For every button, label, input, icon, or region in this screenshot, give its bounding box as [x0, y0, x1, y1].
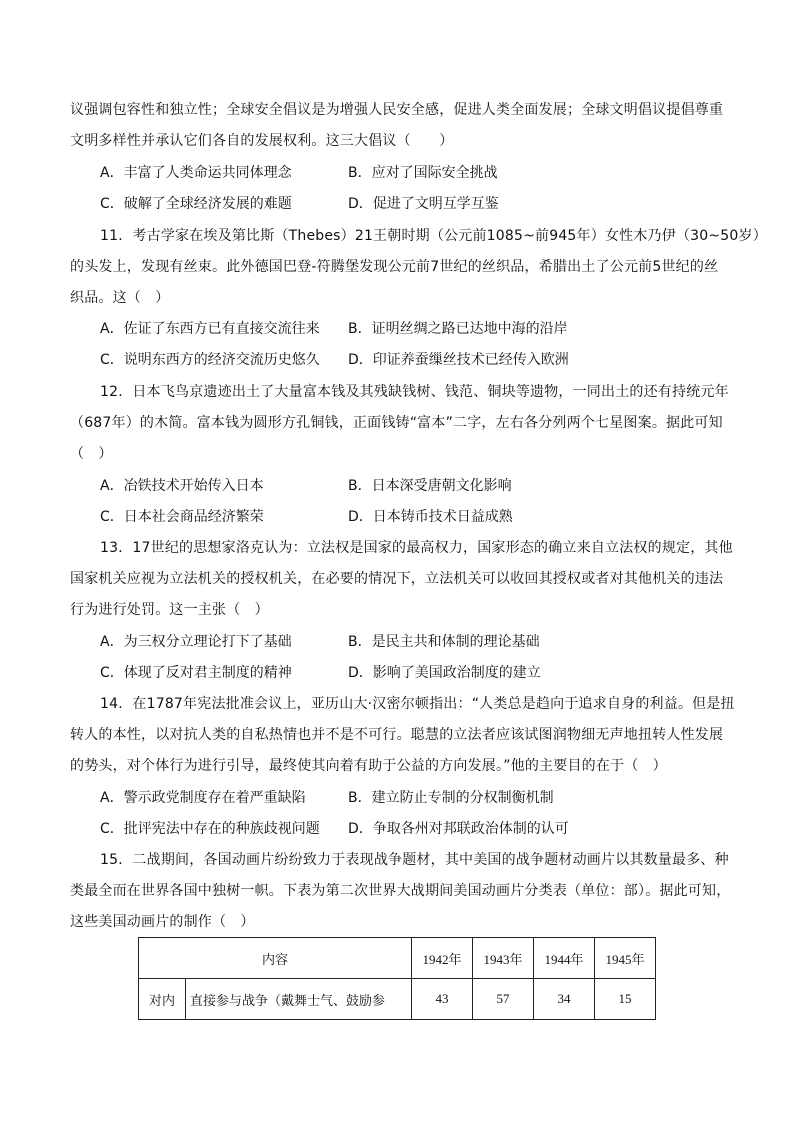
- q11-option-a: A．佐证了东西方已有直接交流往来: [100, 321, 320, 337]
- table-header-year: 1943年: [473, 938, 534, 979]
- q11-stem-line-1: 11．考古学家在埃及第比斯（Thebes）21王朝时期（公元前1085~前945年）女性木乃伊（30~50岁）: [100, 228, 767, 244]
- q13-stem-line-2: 国家机关应视为立法机关的授权机关，在必要的情况下，立法机关可以收回其授权或者对其他机关的违法: [70, 571, 724, 587]
- q12-option-d: D．日本铸币技术日益成熟: [348, 509, 513, 525]
- q11-stem-line-3: 织品。这（ ）: [70, 290, 170, 306]
- q15-stem-line-3: 这些美国动画片的制作（ ）: [70, 914, 255, 930]
- table-cell-value: 43: [412, 979, 473, 1020]
- q10-option-a: A．丰富了人类命运共同体理念: [100, 165, 292, 181]
- table-cell-value: 15: [595, 979, 656, 1020]
- intro-line-1: 议强调包容性和独立性；全球安全倡议是为增强人民安全感，促进人类全面发展；全球文明倡议提倡尊重: [70, 102, 724, 118]
- q14-stem-line-3: 的势头，对个体行为进行引导，最终使其向着有助于公益的方向发展。”他的主要目的在于（ ）: [70, 758, 667, 774]
- q12-option-c: C．日本社会商品经济繁荣: [100, 509, 264, 525]
- q13-option-b: B．是民主共和体制的理论基础: [348, 634, 540, 650]
- table-cell-value: 57: [473, 979, 534, 1020]
- q14-option-d: D．争取各州对邦联政治体制的认可: [348, 821, 569, 837]
- q11-option-b: B．证明丝绸之路已达地中海的沿岸: [348, 321, 568, 337]
- table-header-row: [139, 938, 656, 979]
- q13-option-a: A．为三权分立理论打下了基础: [100, 634, 292, 650]
- q14-option-b: B．建立防止专制的分权制衡机制: [348, 790, 554, 806]
- q13-stem-line-3: 行为进行处罚。这一主张（ ）: [70, 602, 269, 618]
- table-cell-content: 直接参与战争（戴舞士气、鼓励参: [186, 979, 412, 1020]
- table-header-year: 1944年: [534, 938, 595, 979]
- q11-option-d: D．印证养蚕缫丝技术已经传入欧洲: [348, 352, 569, 368]
- table-row: [139, 979, 656, 1020]
- q12-option-a: A．冶铁技术开始传入日本: [100, 478, 264, 494]
- table-header-content: 内容: [139, 938, 412, 979]
- cartoon-classification-table: [138, 937, 656, 1020]
- q14-stem-line-2: 转人的本性，以对抗人类的自私热情也并不是不可行。聪慧的立法者应该试图润物细无声地扭转人性发展: [70, 727, 724, 743]
- q15-stem-line-1: 15．二战期间，各国动画片纷纷致力于表现战争题材，其中美国的战争题材动画片以其数量最多、种: [100, 852, 729, 868]
- q12-stem-line-1: 12．日本飞鸟京遗迹出土了大量富本钱及其残缺钱树、钱范、铜块等遗物，一同出土的还有持统元年: [100, 384, 729, 400]
- q14-stem-line-1: 14．在1787年宪法批准会议上，亚历山大·汉密尔顿指出：“人类总是趋向于追求自身的利益。但是扭: [100, 696, 735, 712]
- table-cell-group: 对内: [139, 979, 186, 1020]
- q14-option-c: C．批评宪法中存在的种族歧视问题: [100, 821, 320, 837]
- table-header-year: 1942年: [412, 938, 473, 979]
- q13-stem-line-1: 13．17世纪的思想家洛克认为：立法权是国家的最高权力，国家形态的确立来自立法权的规定，其他: [100, 540, 733, 556]
- q13-option-d: D．影响了美国政治制度的建立: [348, 665, 541, 681]
- q11-option-c: C．说明东西方的经济交流历史悠久: [100, 352, 320, 368]
- intro-line-2: 文明多样性并承认它们各自的发展权利。这三大倡议（ ）: [70, 133, 454, 149]
- q10-option-b: B．应对了国际安全挑战: [348, 165, 498, 181]
- q13-option-c: C．体现了反对君主制度的精神: [100, 665, 292, 681]
- table-cell-value: 34: [534, 979, 595, 1020]
- table-header-year: 1945年: [595, 938, 656, 979]
- q14-option-a: A．警示政党制度存在着严重缺陷: [100, 790, 306, 806]
- q12-stem-line-3: （ ）: [70, 446, 113, 462]
- q11-stem-line-2: 的头发上，发现有丝束。此外德国巴登-符腾堡发现公元前7世纪的丝织品，希腊出土了公元前5世纪的丝: [70, 259, 719, 275]
- q10-option-c: C．破解了全球经济发展的难题: [100, 196, 292, 212]
- q15-stem-line-2: 类最全而在世界各国中独树一帜。下表为第二次世界大战期间美国动画片分类表（单位：部）。据此可知，: [70, 883, 731, 899]
- q12-stem-line-2: （687年）的木简。富本钱为圆形方孔铜钱，正面钱铸“富本”二字，左右各分列两个七星图案。据此可知: [70, 415, 723, 431]
- q12-option-b: B．日本深受唐朝文化影响: [348, 478, 512, 494]
- q10-option-d: D．促进了文明互学互鉴: [348, 196, 499, 212]
